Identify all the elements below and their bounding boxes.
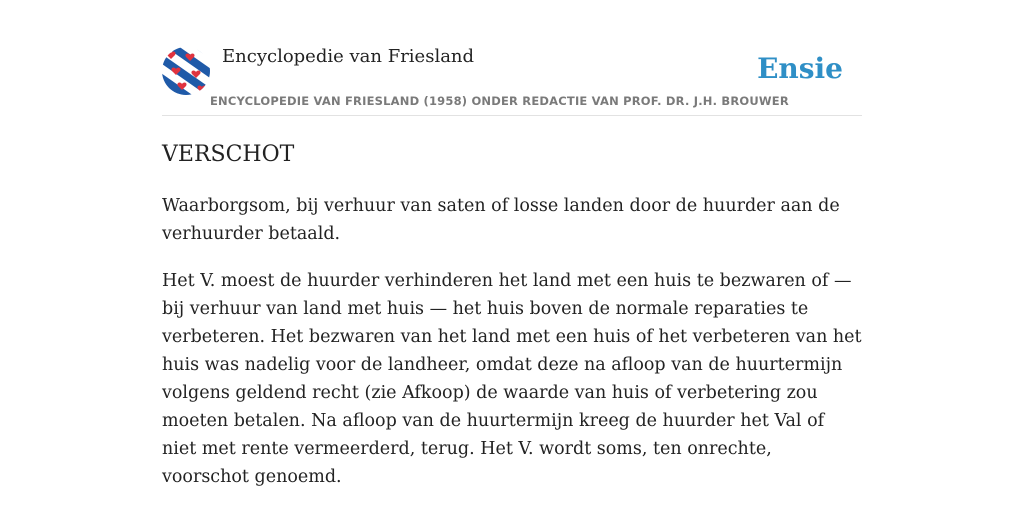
header-divider [162, 115, 862, 116]
entry-paragraph: Het V. moest de huurder verhinderen het land met een huis te bezwaren of — bij verhuur van land met huis — het huis boven de normale reparaties te verbeteren. Het bezwaren van het land met een huis of het verbeteren van het huis was nadelig voor de landheer, omdat deze na afloop van de huurtermijn volgens geldend recht (zie Afkoop) de waarde van huis of verbetering zou moeten betalen. Na afloop van de huurtermijn kreeg de huurder het Val of niet met rente vermeerderd, terug. Het V. wordt soms, ten onrechte, voorschot genoemd. [162, 271, 862, 487]
frisian-flag-icon[interactable] [162, 47, 210, 95]
entry-title: VERSCHOT [162, 142, 295, 167]
site-title[interactable]: Encyclopedie van Friesland [222, 46, 475, 67]
entry-paragraph: Waarborgsom, bij verhuur van saten of losse landen door de huurder aan de verhuurder betaald. [162, 196, 840, 244]
ensie-brand-logo[interactable]: Ensie [757, 52, 843, 85]
site-subtitle: ENCYCLOPEDIE VAN FRIESLAND (1958) ONDER REDACTIE VAN PROF. DR. J.H. BROUWER [210, 94, 789, 108]
entry-content [162, 192, 862, 510]
